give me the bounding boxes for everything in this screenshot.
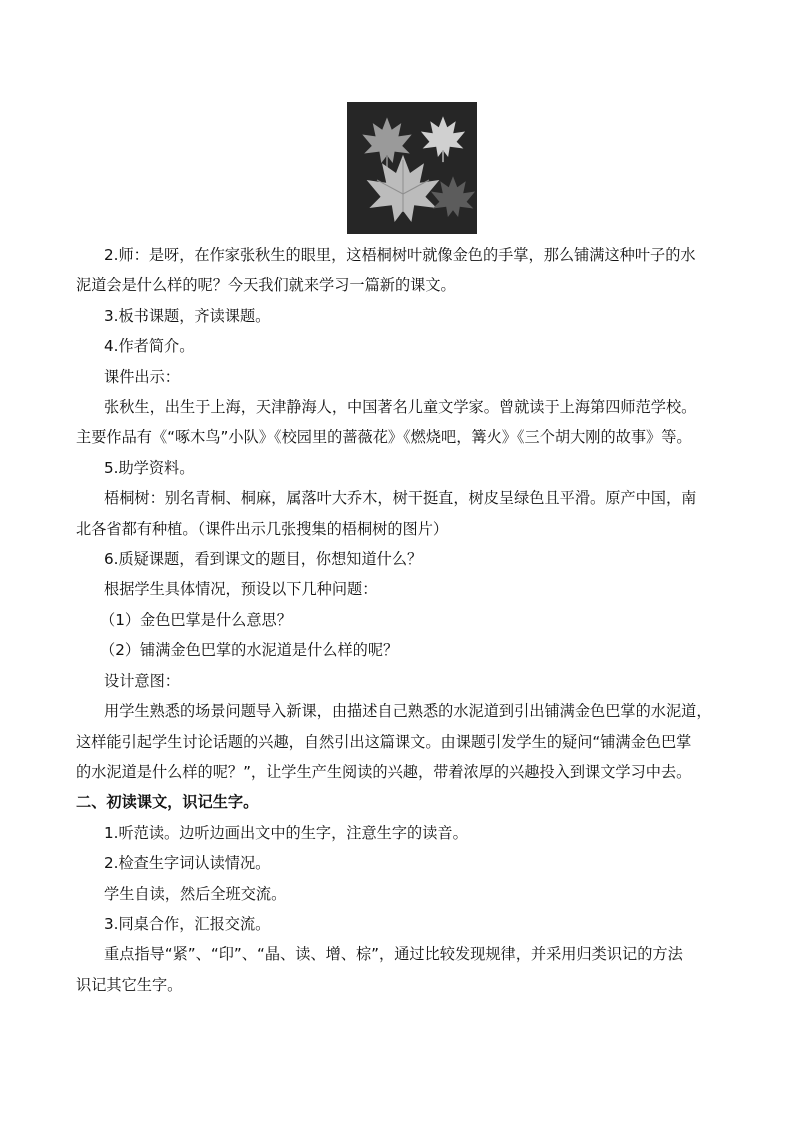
paragraph-line: 4.作者简介。 (104, 337, 195, 356)
paragraph-line: 张秋生，出生于上海，天津静海人，中国著名儿童文学家。曾就读于上海第四师范学校。 (104, 398, 697, 417)
maple-leaves-image (347, 102, 477, 234)
paragraph-line: 梧桐树：别名青桐、桐麻，属落叶大乔木，树干挺直，树皮呈绿色且平滑。原产中国，南 (104, 489, 697, 508)
paragraph-line: 这样能引起学生讨论话题的兴趣，自然引出这篇课文。由课题引发学生的疑问“铺满金色巴掌 (76, 732, 692, 751)
paragraph-line: 泥道会是什么样的呢？今天我们就来学习一篇新的课文。 (76, 276, 456, 295)
paragraph-line: 设计意图： (104, 671, 180, 690)
paragraph-line: 6.质疑课题，看到课文的题目，你想知道什么？ (104, 550, 423, 569)
paragraph-line: 北各省都有种植。（课件出示几张搜集的梧桐树的图片） (76, 519, 449, 538)
paragraph-line: 主要作品有《“啄木鸟”小队》《校园里的蔷薇花》《燃烧吧，篝火》《三个胡大刚的故事》等。 (76, 428, 692, 447)
maple-leaf-icon (347, 102, 477, 234)
paragraph-line: 重点指导“紧”、“印”、“晶、读、增、棕”，通过比较发现规律，并采用归类识记的方法 (104, 945, 683, 964)
paragraph-line: 学生自读，然后全班交流。 (104, 884, 287, 903)
paragraph-line: 3.板书课题，齐读课题。 (104, 306, 271, 325)
document-body (76, 240, 726, 1000)
paragraph-line: 5.助学资料。 (104, 458, 195, 477)
paragraph-line: 2.师：是呀，在作家张秋生的眼里，这梧桐树叶就像金色的手掌，那么铺满这种叶子的水 (104, 246, 696, 264)
paragraph-line: 的水泥道是什么样的呢？”，让学生产生阅读的兴趣，带着浓厚的兴趣投入到课文学习中去。 (76, 762, 692, 781)
paragraph-line: 1.听范读。边听边画出文中的生字，注意生字的读音。 (104, 823, 468, 842)
paragraph-line: 识记其它生字。 (76, 975, 183, 994)
question-item: （2）铺满金色巴掌的水泥道是什么样的呢？ (100, 641, 399, 660)
paragraph-line: 用学生熟悉的场景问题导入新课，由描述自己熟悉的水泥道到引出铺满金色巴掌的水泥道， (104, 702, 712, 721)
paragraph-line: 2.检查生字词认读情况。 (104, 854, 271, 873)
paragraph-line: 3.同桌合作，汇报交流。 (104, 914, 271, 933)
question-item: （1）金色巴掌是什么意思？ (100, 610, 292, 629)
paragraph-line: 根据学生具体情况，预设以下几种问题： (104, 580, 378, 599)
paragraph-line: 课件出示： (104, 367, 180, 386)
section-heading: 二、初读课文，识记生字。 (76, 793, 259, 812)
